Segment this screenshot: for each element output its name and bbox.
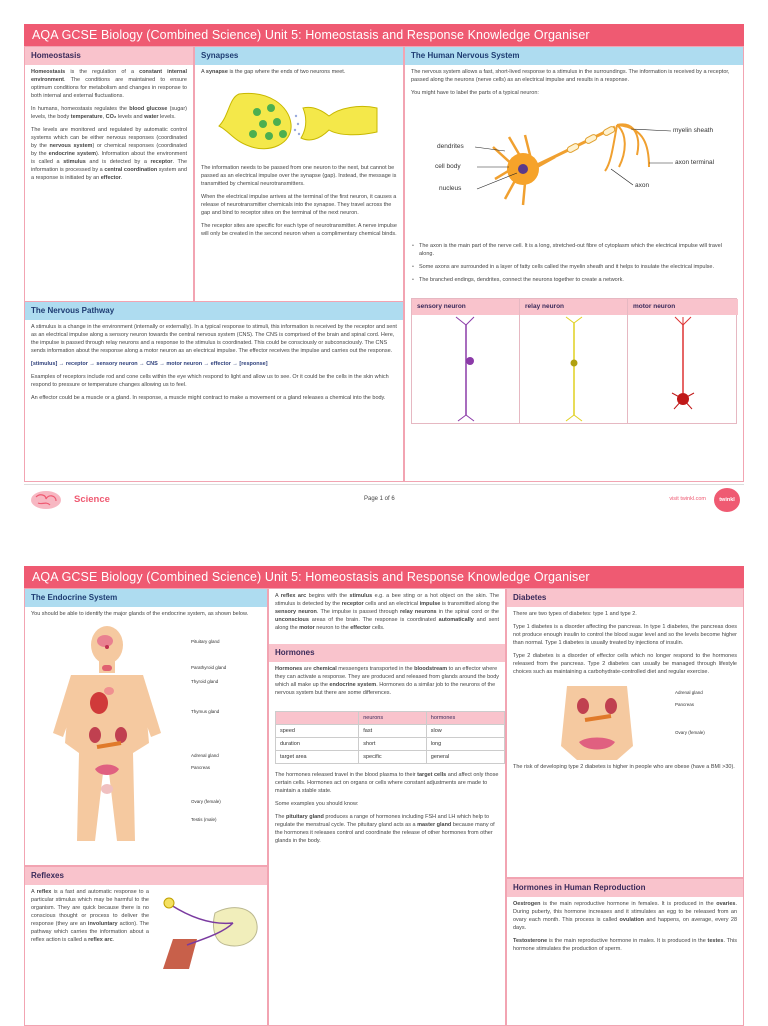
gland-label: Ovary (female) — [191, 798, 221, 804]
homeostasis-text: Homeostasis is the regulation of a constant internal environment. The conditions are maintained to ensure optimum conditions for metabolism and changes in response to both internal and external fluctuations. In humans, homeostasis regulates the blood glucose (sugar) levels, the body temperature, CO₂ levels and water levels. The levels are monitored and regulated by automatic control systems which can be either nervous responses (coordinated by the nervous system) or chemical responses (coordinated by the endocrine system). Information about the environment is called a stimulus and is detected by a receptor. The information is processed by a central coordination system and a response is initiated by an effector. — [31, 69, 188, 181]
hormones-panel: A reflex arc begins with the stimulus e.g. a bee sting or a hot object on the skin. The stimulus is detected by the receptor cells and an electrical impulse is transmitted along the sensory neuron. The impulse is passed through relay neurons in the spinal cord or the unconscious areas of the brain. The response is coordinated automatically and sent along the motor neuron to the effector cells. Hormones Hormones are chemical messengers transported in the bloodstream to an effector where they can activate a response. They are produced and released from glands around the body which all make up the endocrine system. Hormones do a similar job to the neurons of the nervous system but there are some differences. neurons hormones speed fast slow duration short long target area specific general The hormones released travel in the blood plasma to their target cells and affect only those certain cells. Hormones act on organs or cells where constant adjustments are made to maintain a stable state. Some examples you should know: The pituitary gland produces a range of hormones including FSH and LH which help to regulate the menstrual cycle. The pituitary gland acts as a master gland because many of the hormones it releases control and coordinate the release of other hormones from other glands in the body. — [268, 588, 506, 1026]
gland-label: Pituitary gland — [191, 638, 220, 644]
page-title: AQA GCSE Biology (Combined Science) Unit 5: Homeostasis and Response Knowledge Organiser — [24, 24, 744, 46]
endocrine-diagram — [25, 623, 267, 843]
list-item: • Some axons are surrounded in a layer of fatty cells called the myelin sheath and it helps to insulate the electrical impulse. — [411, 264, 737, 272]
sensory-neuron-icon — [412, 315, 520, 423]
label-myelin-sheath: myelin sheath — [673, 126, 714, 134]
gland-label: Adrenal gland — [191, 752, 219, 758]
list-item: • The branched endings, dendrites, connect the neurons together to create a network. — [411, 277, 737, 285]
diabetes-heading: Diabetes — [507, 589, 743, 607]
endocrine-heading: The Endocrine System — [25, 589, 267, 607]
reproduction-heading: Hormones in Human Reproduction — [507, 879, 743, 897]
diabetes-panel: Diabetes There are two types of diabetes: type 1 and type 2. Type 1 diabetes is a disorder affecting the pancreas. In type 1 diabetes, the pancreas does not produce enough insulin to control the blood sugar level and so the levels become higher than normal. Type 1 diabetes is usually treated by injections of insulin. Type 2 diabetes is a disorder of effector cells which no longer respond to the hormones released from the pancreas. Type 2 diabetes can usually be managed through lifestyle choices such as maintaining a carbohydrate-controlled diet and regular exercise. Adrenal gland Pancreas Ovary (female) The risk of developing type 2 diabetes is higher in people who are obese (have a BMI >30). — [506, 588, 744, 878]
neuron-facts-list — [411, 243, 737, 285]
label-nucleus: nucleus — [439, 184, 462, 192]
hormones-heading: Hormones — [269, 644, 505, 662]
brain-logo-icon — [28, 489, 64, 511]
reflexes-panel: Reflexes A reflex is a fast and automatic response to a particular stimulus which may be harmful to the organism. They are quick because there is no conscious thought or process to deliver the response (they are an involuntary action). The pathway which carries the information about a reflex action is called a reflex arc. — [24, 866, 268, 1026]
motor-neuron-heading: motor neuron — [628, 299, 738, 315]
reflex-arc-illustration — [153, 889, 263, 969]
gland-label: Adrenal gland — [675, 689, 703, 695]
label-dendrites: dendrites — [437, 142, 464, 150]
label-axon-terminal: axon terminal — [675, 158, 715, 166]
label-cell-body: cell body — [435, 162, 461, 170]
neuron-types-table — [411, 298, 737, 424]
table-row: speed fast slow — [276, 724, 505, 737]
neurons-vs-hormones-table: neurons hormones speed fast slow duration short long target area specific general — [275, 711, 505, 764]
relay-neuron-icon — [520, 315, 628, 423]
gland-label: Testis (male) — [191, 816, 217, 822]
reflex-arc-text: A reflex arc begins with the stimulus e.g. a bee sting or a hot object on the skin. The stimulus is detected by the receptor cells and an electrical impulse is transmitted along the sensory neuron. The impulse is passed through relay neurons in the spinal cord or the unconscious areas of the brain. The response is coordinated automatically and sent along the motor neuron to the effector cells. — [275, 593, 499, 631]
endocrine-panel: The Endocrine System You should be able to identify the major glands of the endocrine system, as shown below. Pituitary gland Parathyroid gland Thyroid gland Thymus gland Adrenal gland Pancreas Ovary (female) Testis (male) — [24, 588, 268, 866]
motor-neuron-icon — [628, 315, 738, 423]
synapses-panel: Synapses A synapse is the gap where the ends of two neurons meet. The information needs to be passed from one neuron to the next, but cannot be passed as an electrical impulse over the synapse (gap). Instead, the message is transmitted by chemical neurotransmitters. When the electrical impulse arrives at the terminal of the first neuron, it causes a release of neurotransmitter chemicals into the synapse. They travel across the gap and bind to receptor sites on the terminal of the next neuron. The receptor sites are specific for each type of neurotransmitter. A nerve impulse will only be created in the second neuron when a complimentary chemical binds. — [194, 46, 404, 320]
torso-illustration — [537, 686, 657, 760]
nervous-system-panel: The Human Nervous System The nervous system allows a fast, short-lived response to a stimulus in the surroundings. The information is received by a receptor, passed along the neurons (nerve cells) as an electrical impulse and results in a response. You might have to label the parts of a typical neuron: dendrites cell body nucleus myelin sheath axon terminal axon • The axon is the main part of the nerve cell. It is a long, stretched-out fibre of cytoplasm which the electrical impulse will travel along. • Some axons are surrounded in a layer of fatty cells called the myelin sheath and it helps to insulate the electrical impulse. • The branched endings, dendrites, connect the neurons together to create a network. sensory neuron relay neuron motor neuron — [404, 46, 744, 482]
footer-page-number: Page 1 of 6 — [364, 496, 395, 502]
page-1 — [24, 24, 744, 518]
nervous-pathway-heading: The Nervous Pathway — [25, 302, 403, 320]
page-title: AQA GCSE Biology (Combined Science) Unit 5: Homeostasis and Response Knowledge Organiser — [24, 566, 744, 588]
label-axon: axon — [635, 181, 650, 189]
synapse-illustration — [199, 86, 399, 156]
reproduction-panel: Hormones in Human Reproduction Oestrogen is the main reproductive hormone in females. It is produced in the ovaries. During puberty, this hormone increases and it stimulates an egg to be released from an ovary each month. This process is called ovulation and happens, on average, every 28 days. Testosterone is the main reproductive hormone in males. It is produced in the testes. This hormone stimulates the production of sperm. — [506, 878, 744, 1026]
table-row: target area specific general — [276, 750, 505, 763]
response-chain: [stimulus] → receptor → sensory neuron → CNS → motor neuron → effector → [response] — [31, 360, 268, 367]
gland-label: Ovary (female) — [675, 729, 705, 735]
list-item: • The axon is the main part of the nerve cell. It is a long, stretched-out fibre of cytoplasm which the electrical impulse will travel along. — [411, 243, 737, 259]
nervous-system-heading: The Human Nervous System — [405, 47, 743, 65]
gland-label: Thymus gland — [191, 708, 220, 714]
homeostasis-heading: Homeostasis — [25, 47, 193, 65]
nervous-pathway-panel: The Nervous Pathway A stimulus is a change in the environment (internally or externally). In a typical response to stimuli, this information is received by the receptor and sent as an electrical impulse along a sensory neuron towards the central nervous system (CNS). The CNS is comprised of the brain and spinal cord. Here, the impulse is passed through relay neurons and a response to the stimulus is coordinated. This could be consciously or subconsciously. The CNS sends information about the response along a motor neuron as an electrical impulse. The effector receives the impulse and carries out the response. [stimulus] → receptor → sensory neuron → CNS → motor neuron → effector → [response] Examples of receptors include rod and cone cells within the eye which respond to light and allow us to see. Or it could be the cells in the skin which respond to pressure or temperature changes allowing us to feel. An effector could be a muscle or a gland. In response, a muscle might contract to make a movement or a gland releases a chemical into the body. — [24, 301, 404, 482]
gland-label: Pancreas — [675, 701, 695, 707]
twinkl-logo: twinkl — [714, 488, 740, 512]
diabetes-diagram — [507, 686, 743, 760]
sensory-neuron-heading: sensory neuron — [412, 299, 519, 315]
page-2 — [24, 566, 744, 1026]
reflexes-heading: Reflexes — [25, 867, 267, 885]
homeostasis-panel — [24, 46, 194, 320]
neuron-diagram — [405, 107, 743, 239]
footer-url[interactable]: visit twinkl.com — [669, 496, 706, 502]
gland-label: Thyroid gland — [191, 678, 219, 684]
gland-label: Parathyroid gland — [191, 664, 227, 670]
relay-neuron-heading: relay neuron — [520, 299, 627, 315]
table-row: duration short long — [276, 737, 505, 750]
human-body-illustration — [25, 623, 185, 843]
gland-label: Pancreas — [191, 764, 211, 770]
synapses-text: A synapse is the gap where the ends of two neurons meet. — [201, 69, 346, 75]
footer-science-label: Science — [74, 494, 110, 505]
page-1-footer — [24, 484, 744, 514]
synapses-heading: Synapses — [195, 47, 403, 65]
